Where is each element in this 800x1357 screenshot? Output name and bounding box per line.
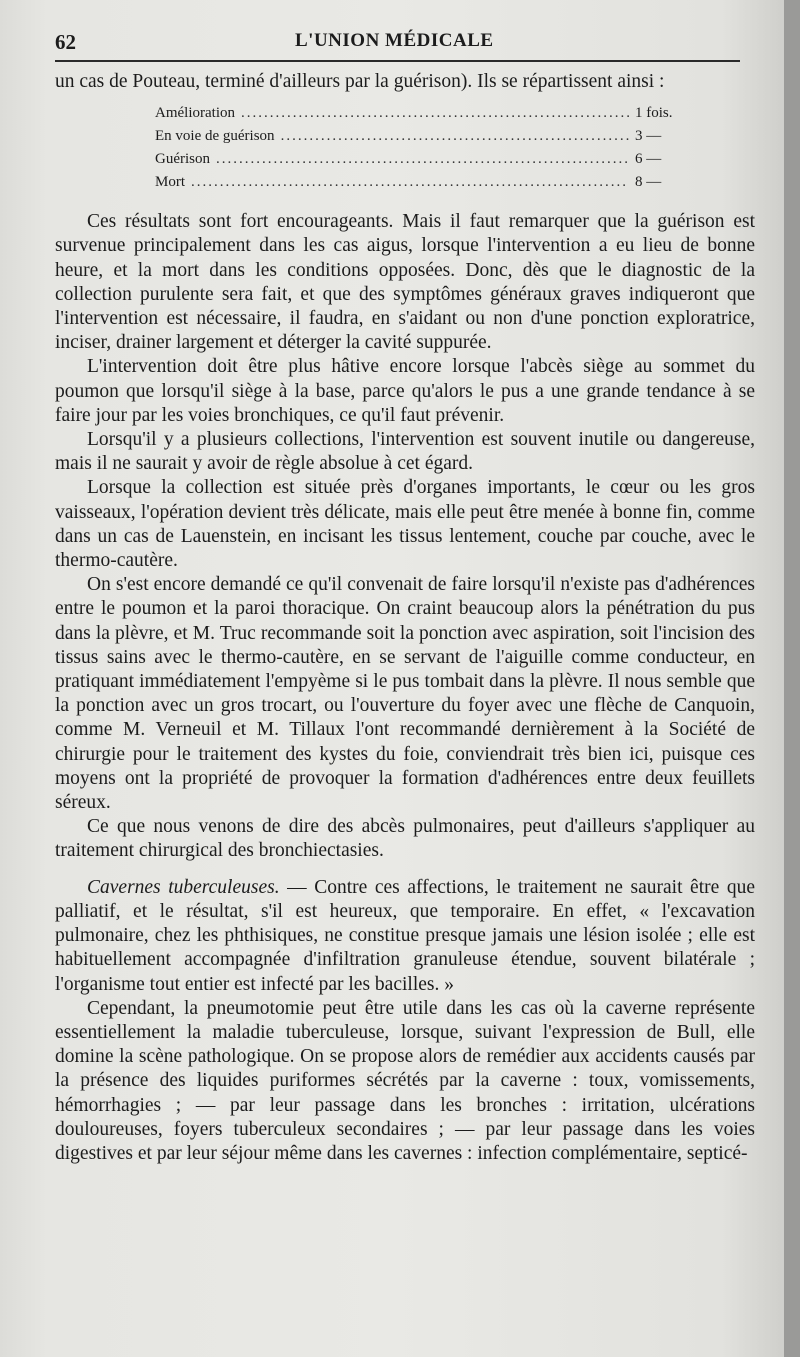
stat-row bbox=[155, 148, 695, 171]
stat-label: Guérison bbox=[155, 151, 210, 168]
running-header bbox=[55, 24, 740, 62]
stat-label: En voie de guérison bbox=[155, 128, 275, 145]
paragraph: Ces résultats sont fort encourageants. Mais il faut remarquer que la guérison est survenue principalement dans les cas aigus, lorsque l'intervention a eu lieu de bonne heure, et la mort dans les conditions opposées. Donc, dès que le diagnostic de la collection purulente sera fait, et que des symptômes généraux graves indiqueront que l'intervention est nécessaire, il faudra, en s'aidant ou non d'une ponction exploratrice, inciser, drainer largement et déterger la cavité suppurée. bbox=[55, 211, 755, 354]
stat-value: 3 — bbox=[635, 128, 662, 145]
stat-label: Amélioration bbox=[155, 105, 235, 122]
section-paragraph bbox=[55, 876, 755, 997]
paragraph: Lorsque la collection est située près d'organes importants, le cœur ou les gros vaisseaux, l'opération devient très délicate, mais elle peut être menée à bonne fin, comme dans un cas de Lauenstein, en incisant les tissus lentement, couche par couche, avec le thermo-cautère. bbox=[55, 477, 755, 572]
article-body bbox=[55, 70, 755, 1166]
leader-dots bbox=[216, 148, 629, 171]
section-text: — Contre ces affections, le traitement ne saurait être que palliatif, et le résultat, s'il est heureux, que temporaire. En effet, « l'excavation pulmonaire, chez les phthisiques, ne constitue presque jamais une lésion isolée ; elle est habituellement accompagnée d'infiltration granuleuse étendue, souvent bilatérale ; l'organisme tout entier est infecté par les bacilles. » bbox=[55, 876, 755, 995]
leader-dots bbox=[191, 171, 629, 194]
leader-dots bbox=[281, 125, 629, 148]
section-gap bbox=[55, 864, 755, 876]
stat-row bbox=[155, 102, 695, 125]
stat-label: Mort bbox=[155, 174, 185, 191]
stat-value: 8 — bbox=[635, 174, 662, 191]
paragraph: Lorsqu'il y a plusieurs collections, l'intervention est souvent inutile ou dangereuse, mais il ne saurait y avoir de règle absolue à cet égard. bbox=[55, 429, 755, 475]
paragraph: Ce que nous venons de dire des abcès pulmonaires, peut d'ailleurs s'appliquer au traitement chirurgical des bronchiectasies. bbox=[55, 816, 755, 862]
stat-value: 1 fois. bbox=[635, 105, 673, 122]
leader-dots bbox=[241, 102, 629, 125]
results-table bbox=[155, 102, 695, 194]
section-heading: Cavernes tuberculeuses. bbox=[87, 876, 280, 898]
paragraph: On s'est encore demandé ce qu'il convenait de faire lorsqu'il n'existe pas d'adhérences entre le poumon et la paroi thoracique. On craint beaucoup alors la pénétration du pus dans la plèvre, et M. Truc recommande soit la ponction avec aspiration, soit l'incision des tissus sains avec le thermo-cautère, en se servant de l'aiguille comme conducteur, en pratiquant immédiatement l'empyème si le pus tombait dans la plèvre. Il nous semble que la ponction avec un gros trocart, ou l'ouverture du foyer avec une flèche de Canquoin, comme M. Verneuil et M. Tillaux l'ont recommandé dernièrement à la Société de chirurgie pour le traitement des kystes du foie, conviendrait très bien ici, puisque ces moyens ont la propriété de provoquer la formation d'adhérences entre deux feuillets séreux. bbox=[55, 574, 755, 814]
paragraph: Cependant, la pneumotomie peut être utile dans les cas où la caverne représente essentiellement la maladie tuberculeuse, lorsque, suivant l'expression de Bull, elle domine la scène pathologique. On se propose alors de remédier aux accidents causés par la présence des liquides puriformes sécrétés par la caverne : toux, vomissements, hémorrhagies ; — par leur passage dans les bronches : irritation, ulcérations douloureuses, foyers tuberculeux secondaires ; — par leur passage dans les voies digestives et par leur séjour même dans les cavernes : infection complémentaire, septicé- bbox=[55, 997, 755, 1164]
page-number: 62 bbox=[55, 30, 76, 54]
intro-text: un cas de Pouteau, terminé d'ailleurs par la guérison). Ils se répartissent ainsi : bbox=[55, 71, 665, 92]
paragraph: L'intervention doit être plus hâtive encore lorsque l'abcès siège au sommet du poumon que lorsqu'il siège à la base, parce qu'alors le pus a une grande tendance à se faire jour par les voies bronchiques, ce qu'il faut prévenir. bbox=[55, 356, 755, 426]
journal-title: L'UNION MÉDICALE bbox=[295, 30, 494, 51]
stat-row bbox=[155, 171, 695, 194]
stat-value: 6 — bbox=[635, 151, 662, 168]
stat-row bbox=[155, 125, 695, 148]
